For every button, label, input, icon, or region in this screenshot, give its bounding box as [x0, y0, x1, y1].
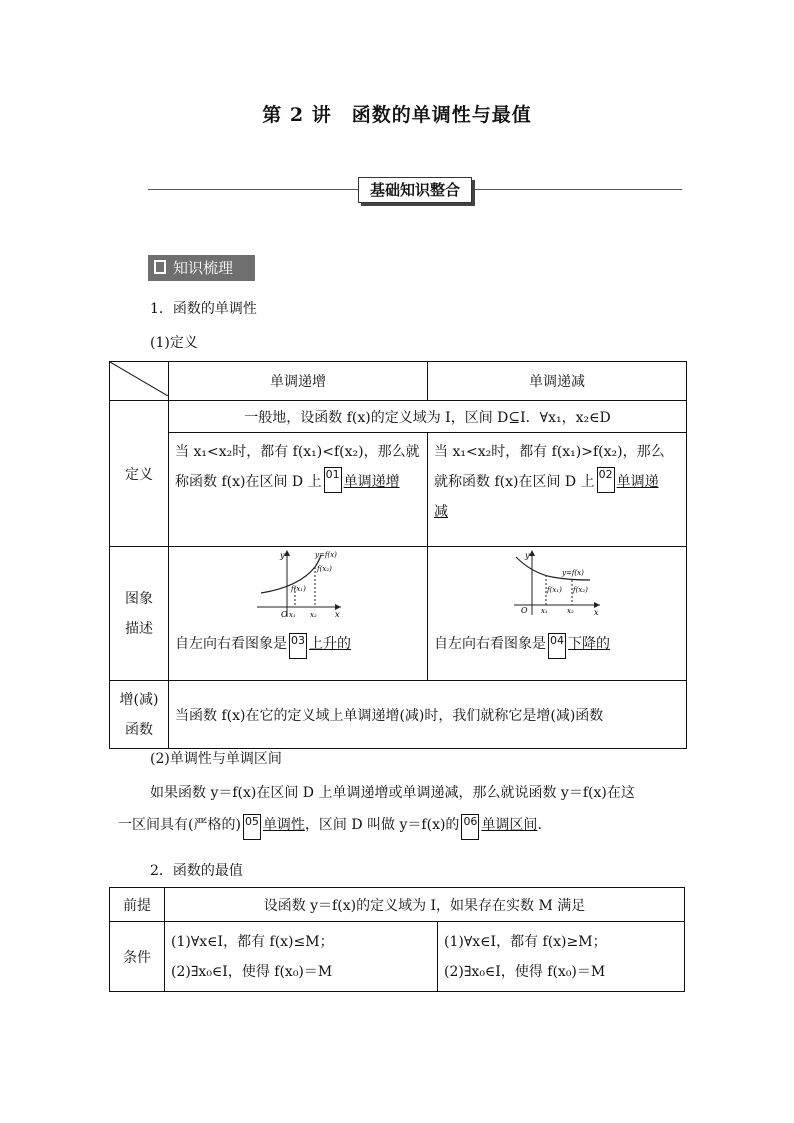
blank-number-01: 01	[324, 467, 342, 493]
blank-number-06: 06	[461, 814, 479, 840]
graph-x1: x₁	[289, 611, 296, 619]
heading-extrema: 2．函数的最值	[150, 863, 243, 879]
premise-label: 前提	[110, 888, 165, 922]
square-icon	[154, 260, 166, 274]
min-conditions	[438, 922, 685, 992]
inc-line1: 当 x₁<x₂时，都有 f(x₁)<f(x₂)，那么就	[175, 444, 420, 460]
increase-definition	[169, 433, 428, 547]
section-badge: 基础知识整合	[358, 177, 472, 203]
graph-label-a: 图象	[125, 590, 153, 607]
dec-line1: 当 x₁<x₂时，都有 f(x₁)>f(x₂)，那么	[434, 444, 665, 460]
row-label-function	[110, 681, 169, 749]
graph-fx: y=f(x)	[315, 551, 337, 559]
increase-graph-desc	[169, 619, 427, 659]
header-increase: 单调递增	[169, 362, 428, 401]
heading-definition: (1)定义	[150, 335, 198, 351]
graph-y-label: y	[280, 551, 285, 560]
heading-monotonicity: 1．函数的单调性	[150, 301, 257, 317]
answer-monotonicity: 单调性	[262, 817, 305, 833]
graph-x-label: x	[335, 610, 340, 619]
inc-line2-text: 称函数 f(x)在区间 D 上	[175, 474, 322, 490]
diagonal-line	[110, 362, 168, 396]
answer-falling: 下降的	[568, 636, 610, 652]
ribbon-label: 知识梳理	[173, 259, 234, 277]
graph-x2: x₂	[310, 611, 317, 619]
graph2-fx2: f(x₂)	[573, 586, 588, 594]
blank-number-05: 05	[243, 814, 261, 840]
condition-label: 条件	[110, 922, 165, 992]
graph2-x2: x₂	[567, 607, 574, 615]
increasing-graph	[169, 547, 427, 619]
premise-text: 设函数 y＝f(x)的定义域为 I，如果存在实数 M 满足	[165, 888, 685, 922]
func-label-b: 函数	[125, 721, 153, 738]
inc-line2	[175, 467, 421, 497]
min-cond-1: (1)∀x∈I，都有 f(x)≥M；	[444, 933, 607, 950]
graph2-x-label: x	[594, 608, 599, 617]
divider-left	[148, 189, 358, 190]
para2-mid: ，区间 D 叫做 y＝f(x)的	[304, 817, 460, 833]
graph2-x1: x₁	[541, 607, 548, 615]
heading-intervals: (2)单调性与单调区间	[150, 751, 282, 767]
monotonicity-table	[109, 361, 687, 749]
func-label-a: 增(减)	[119, 691, 159, 708]
answer-increase: 单调递增	[343, 474, 400, 490]
min-cond-2: (2)∃x₀∈I，使得 f(x₀)＝M	[444, 963, 606, 980]
row-label-definition: 定义	[110, 401, 169, 547]
blank-number-03: 03	[289, 633, 307, 659]
graph-label-b: 描述	[125, 620, 153, 637]
para2-end: .	[537, 817, 542, 833]
decrease-graph-desc	[428, 619, 686, 659]
graph2-fx1: f(x₁)	[547, 586, 562, 594]
answer-rising: 上升的	[309, 636, 351, 652]
page-title: 第 2 讲 函数的单调性与最值	[262, 104, 532, 126]
row-label-graph	[110, 547, 169, 681]
dec-graph-text: 自左向右看图象是	[434, 636, 546, 652]
graph-fx2: f(x₂)	[317, 565, 332, 573]
graph-origin: O	[281, 610, 288, 619]
dec-line2	[434, 467, 680, 497]
graph-fx1: f(x₁)	[291, 585, 306, 593]
decrease-graph-cell	[428, 547, 687, 681]
increase-graph-cell	[169, 547, 428, 681]
corner-cell	[110, 362, 169, 401]
blank-number-02: 02	[597, 467, 615, 493]
knowledge-ribbon	[148, 255, 255, 281]
extrema-table	[109, 887, 685, 992]
function-definition: 当函数 f(x)在它的定义域上单调递增(减)时，我们就称它是增(减)函数	[169, 681, 687, 749]
answer-decrease-a: 单调递	[616, 474, 659, 490]
max-conditions	[165, 922, 438, 992]
graph2-y-label: y	[525, 551, 530, 560]
header-decrease: 单调递减	[428, 362, 687, 401]
answer-decrease-b: 减	[434, 504, 448, 520]
dec-line2-text: 就称函数 f(x)在区间 D 上	[434, 474, 595, 490]
decrease-definition	[428, 433, 687, 547]
max-cond-1: (1)∀x∈I，都有 f(x)≤M；	[171, 933, 334, 950]
divider-right	[474, 189, 682, 190]
para2-pre: 一区间具有(严格的)	[118, 817, 241, 833]
graph2-origin: O	[521, 606, 528, 615]
general-definition: 一般地，设函数 f(x)的定义域为 I，区间 D⊆I．∀x₁，x₂∈D	[169, 401, 687, 433]
blank-number-04: 04	[548, 633, 566, 659]
inc-graph-text: 自左向右看图象是	[175, 636, 287, 652]
max-cond-2: (2)∃x₀∈I，使得 f(x₀)＝M	[171, 963, 333, 980]
paragraph-line1: 如果函数 y＝f(x)在区间 D 上单调递增或单调递减，那么就说函数 y＝f(x)在这	[150, 785, 635, 801]
answer-interval: 单调区间	[481, 817, 538, 833]
decreasing-graph	[428, 547, 686, 619]
dec-line3	[434, 497, 680, 527]
paragraph-line2	[118, 814, 542, 840]
graph2-fx: y=f(x)	[562, 569, 584, 577]
